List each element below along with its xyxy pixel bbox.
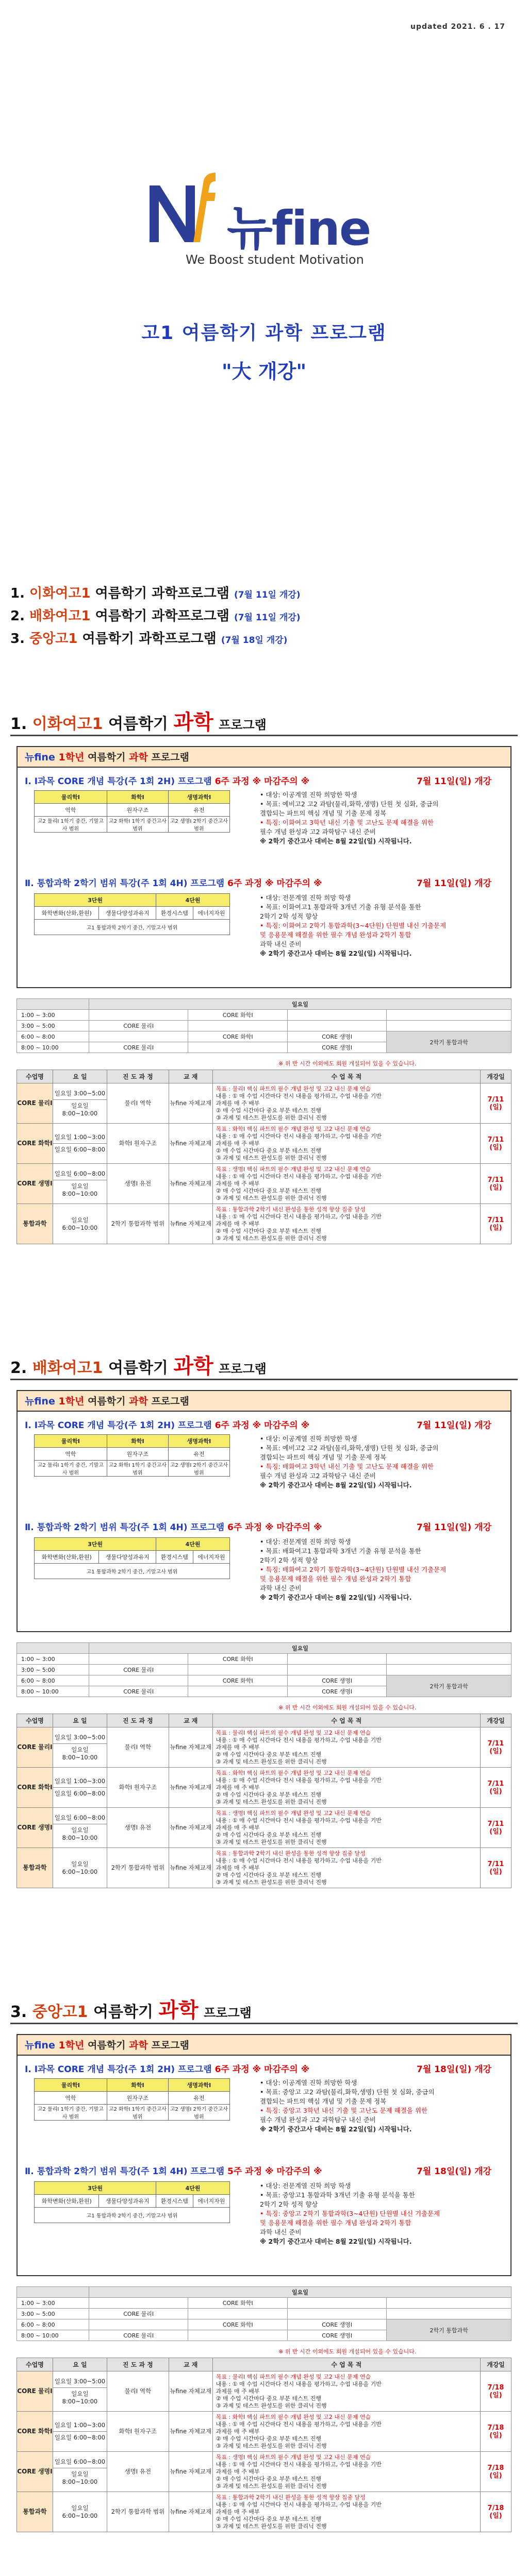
schedule-cell: 2학기 통합과학 — [387, 2319, 512, 2341]
table-row — [17, 1204, 512, 1244]
note-line: • 목표: 이화여고1 통합과학 3개년 기출 유형 분석을 통한 — [260, 903, 421, 911]
table-row — [17, 1848, 512, 1888]
note-line: • 특징: 배화여고 2학기 통합과학(3~4단원) 단원별 내신 기출문제 — [260, 1566, 447, 1573]
class-table-header — [17, 2358, 512, 2371]
core-notes — [260, 790, 439, 846]
class-time: 일요일 8:00~10:00 — [53, 1099, 107, 1120]
class-times — [53, 1083, 107, 1124]
column-header: 교 재 — [169, 1070, 212, 1083]
class-book: 뉴fine 자체교재 — [169, 1727, 212, 1768]
schedule-note: ※ 위 반 시간 이외에도 회원 개설되어 있을 수 있습니다. — [278, 1704, 417, 1711]
note-line: • 특징: 이화여고 2학기 통합과학(3~4단원) 단원별 내신 기출문제 — [260, 922, 447, 929]
schedule-cell: CORE 화학Ⅰ — [188, 2298, 287, 2309]
table-row — [17, 1727, 512, 1768]
schedule-cell — [387, 1654, 512, 1665]
schedule-cell — [287, 1654, 386, 1665]
class-goal: 목표 : 생명Ⅰ 핵심 파트의 필수 개념 완성 및 고2 내신 문제 연습 내용 : ① 매 수업 시간마다 전시 내용을 평가하고, 수업 내용을 기반 과제를 매 주 배부 ② 매 수업 시간마다 중요 부분 테스트 진행 ③ 과제 및 테스트 완성도를 위한 클리닉 진행 — [212, 1164, 480, 1204]
column-header: 요 일 — [53, 1714, 107, 1727]
schedule-cell: CORE 화학Ⅰ — [188, 1654, 287, 1665]
class-start-date: 7/11 (일) — [481, 1768, 512, 1808]
class-time: 일요일 1:00~3:00 — [54, 1777, 106, 1785]
class-goal: 목표 : 물리Ⅰ 핵심 파트의 필수 개념 완성 및 고2 내신 문제 연습 내용 : ① 매 수업 시간마다 전시 내용을 평가하고, 수업 내용을 기반 과제를 매 주 배부 ② 매 수업 시간마다 중요 부분 테스트 진행 ③ 과제 및 테스트 완성도를 위한 클리닉 진행 — [212, 1083, 480, 1124]
class-course: 물리Ⅰ 역학 — [107, 2371, 169, 2412]
class-goal: 목표 : 통합과학 2학기 내신 완성을 통한 성적 향상 집중 달성 내용 : ① 매 수업 시간마다 전시 내용을 평가하고, 수업 내용을 기반 과제를 매 주 배부 ② 매 수업 시간마다 중요 부분 테스트 진행 ③ 과제 및 테스트 완성도를 위한 클리닉 진행 — [212, 1848, 480, 1888]
table-of-contents — [10, 582, 301, 650]
class-time: 일요일 3:00~5:00 — [54, 2377, 106, 2385]
note-line: ※ 2학기 중간고사 대비는 8월 22일(일) 시작됩니다. — [260, 2238, 412, 2245]
schedule-time: 1:00 ~ 3:00 — [17, 1010, 89, 1021]
note-line: • 대상: 이공계열 진학 희망한 학생 — [260, 2079, 357, 2087]
class-table-header — [17, 1070, 512, 1083]
class-start-date: 7/18 (일) — [481, 2371, 512, 2412]
schedule-row — [17, 1665, 512, 1675]
schedule-cell — [387, 2309, 512, 2319]
schedule-cell — [89, 2319, 188, 2330]
class-start-date: 7/18 (일) — [481, 2492, 512, 2532]
schedule-cell: CORE 화학Ⅰ — [188, 1031, 287, 1042]
column-header: 진 도 과 정 — [107, 2358, 169, 2371]
section-divider — [10, 2023, 518, 2024]
class-book: 뉴fine 자체교재 — [169, 2452, 212, 2492]
core-unit-table: 물리학Ⅰ 화학Ⅰ 생명과학Ⅰ 역학 원자구조 유전 고2 물리Ⅰ 1학기 중간, 기말고사 범위 고2 화학Ⅰ 1학기 중간고사 범위 고2 생명Ⅰ 2학기 중간고사 범위 — [34, 2078, 230, 2121]
schedule-cell — [387, 1010, 512, 1021]
note-line: • 목표: 예비고2 고2 과탐(물리,화학,생명) 단원 첫 심화, 중급의 — [260, 1444, 439, 1452]
note-line: 2학기 2학 성적 향상 — [260, 1556, 318, 1564]
note-line: 및 응용문제 해결을 위한 필수 개념 완성과 2학기 통합 — [260, 2219, 411, 2227]
schedule-row — [17, 2319, 512, 2330]
note-line: 과학 내신 준비 — [260, 940, 302, 948]
schedule-cell: CORE 물리Ⅰ — [89, 1686, 188, 1697]
class-table — [16, 1714, 512, 1888]
schedule-time: 6:00 ~ 8:00 — [17, 1675, 89, 1686]
column-header: 요 일 — [53, 1070, 107, 1083]
section-title: 3. 중앙고1 여름학기 과학 프로그램 — [10, 1998, 252, 2022]
integrated-unit-table: 3단원 4단원 화학변화(산화,환원) 생물다양성과유지 환경시스템 에너지자원 고1 통합과학 2학기 중간, 기말고사 범위 — [34, 893, 230, 935]
schedule-cell: CORE 생명Ⅰ — [287, 1675, 386, 1686]
note-line: ※ 2학기 중간고사 대비는 8월 22일(일) 시작됩니다. — [260, 1481, 412, 1489]
schedule-time: 6:00 ~ 8:00 — [17, 1031, 89, 1042]
class-book: 뉴fine 자체교재 — [169, 1124, 212, 1164]
section-title: 1. 이화여고1 여름학기 과학 프로그램 — [10, 710, 267, 734]
logo-wordmark: 뉴fine — [227, 201, 371, 256]
schedule-time: 3:00 ~ 5:00 — [17, 2309, 89, 2319]
schedule-cell: CORE 생명Ⅰ — [287, 1686, 386, 1697]
note-line: ※ 2학기 중간고사 대비는 8월 22일(일) 시작됩니다. — [260, 1594, 412, 1601]
class-time: 일요일 8:00~10:00 — [53, 1180, 107, 1200]
class-name: CORE 물리Ⅰ — [17, 2371, 53, 2412]
logo — [124, 170, 412, 273]
class-course: 2학기 통합과학 범위 — [107, 2492, 169, 2532]
program-box — [16, 746, 512, 988]
class-time: 일요일 1:00~3:00 — [54, 2421, 106, 2429]
schedule-cell: CORE 물리Ⅰ — [89, 1042, 188, 1053]
schedule-cell — [188, 1665, 287, 1675]
column-header: 진 도 과 정 — [107, 1070, 169, 1083]
schedule-cell: CORE 생명Ⅰ — [287, 2330, 386, 2341]
note-line: 2학기 2학 성적 향상 — [260, 2200, 318, 2208]
note-line: • 특징: 이화여고 3학년 내신 기출 및 고난도 문제 해결을 위한 — [260, 819, 434, 826]
schedule-cell — [188, 2330, 287, 2341]
schedule-time: 8:00 ~ 10:00 — [17, 2330, 89, 2341]
class-time: 일요일 6:00~10:00 — [62, 1216, 98, 1231]
note-line: 2학기 2학 성적 향상 — [260, 912, 318, 920]
schedule-table — [16, 998, 512, 1053]
class-time: 일요일 1:00~3:00 — [54, 1133, 106, 1141]
note-line: 결합되는 파트의 핵심 개념 및 기출 문제 정복 — [260, 809, 387, 817]
class-time: 일요일 8:00~10:00 — [53, 1824, 107, 1844]
section-divider — [10, 735, 518, 736]
schedule-cell: CORE 화학Ⅰ — [188, 1010, 287, 1021]
class-name: CORE 물리Ⅰ — [17, 1727, 53, 1768]
class-book: 뉴fine 자체교재 — [169, 1204, 212, 1244]
class-goal: 목표 : 생명Ⅰ 핵심 파트의 필수 개념 완성 및 고2 내신 문제 연습 내용 : ① 매 수업 시간마다 전시 내용을 평가하고, 수업 내용을 기반 과제를 매 주 배부 ② 매 수업 시간마다 중요 부분 테스트 진행 ③ 과제 및 테스트 완성도를 위한 클리닉 진행 — [212, 2452, 480, 2492]
class-goal: 목표 : 통합과학 2학기 내신 완성을 통한 성적 향상 집중 달성 내용 : ① 매 수업 시간마다 전시 내용을 평가하고, 수업 내용을 기반 과제를 매 주 배부 ② 매 수업 시간마다 중요 부분 테스트 진행 ③ 과제 및 테스트 완성도를 위한 클리닉 진행 — [212, 1204, 480, 1244]
schedule-cell — [89, 1654, 188, 1665]
class-course: 화학Ⅰ 원자구조 — [107, 1124, 169, 1164]
class-course: 2학기 통합과학 범위 — [107, 1204, 169, 1244]
class-course: 화학Ⅰ 원자구조 — [107, 1768, 169, 1808]
program-title: Ⅱ. 통합과학 2학기 범위 특강(주 1회 4H) 프로그램 6주 과정 ※ 마감주의 ※ 7월 11일(일) 개강 — [25, 1522, 491, 1533]
table-row — [17, 1164, 512, 1204]
class-book: 뉴fine 자체교재 — [169, 2371, 212, 2412]
note-line: • 대상: 이공계열 진학 희망한 학생 — [260, 791, 357, 799]
program-box-header: 뉴fine 1학년 여름학기 과학 프로그램 — [18, 2035, 510, 2056]
class-times — [53, 1124, 107, 1164]
program-box-header: 뉴fine 1학년 여름학기 과학 프로그램 — [18, 747, 510, 768]
class-start-date: 7/11 (일) — [481, 1124, 512, 1164]
integrated-unit-table: 3단원 4단원 화학변화(산화,환원) 생물다양성과유지 환경시스템 에너지자원 고1 통합과학 2학기 중간, 기말고사 범위 — [34, 1537, 230, 1579]
class-times — [53, 1204, 107, 1244]
integrated-unit-table: 3단원 4단원 화학변화(산화,환원) 생물다양성과유지 환경시스템 에너지자원 고1 통합과학 2학기 중간, 기말고사 범위 — [34, 2181, 230, 2223]
class-start-date: 7/18 (일) — [481, 2412, 512, 2452]
class-book: 뉴fine 자체교재 — [169, 1083, 212, 1124]
class-start-date: 7/11 (일) — [481, 1204, 512, 1244]
class-start-date: 7/11 (일) — [481, 1083, 512, 1124]
class-times — [53, 1768, 107, 1808]
note-line: • 목표: 예비고2 고2 과탐(물리,화학,생명) 단원 첫 심화, 중급의 — [260, 800, 439, 808]
class-book: 뉴fine 자체교재 — [169, 2492, 212, 2532]
class-times — [53, 2492, 107, 2532]
schedule-cell: 2학기 통합과학 — [387, 1031, 512, 1053]
class-times — [53, 1164, 107, 1204]
note-line: • 대상: 이공계열 진학 희망한 학생 — [260, 1435, 357, 1443]
column-header: 수 업 목 적 — [212, 2358, 480, 2371]
schedule-cell: CORE 생명Ⅰ — [287, 1042, 386, 1053]
program-title: Ⅰ. Ⅰ과목 CORE 개념 특강(주 1회 2H) 프로그램 6주 과정 ※ 마감주의 ※ 7월 18일(일) 개강 — [25, 2064, 491, 2075]
class-course: 생명Ⅰ 유전 — [107, 1808, 169, 1848]
section-title: 2. 배화여고1 여름학기 과학 프로그램 — [10, 1354, 267, 1378]
toc-item[interactable]: 3. 중앙고1 여름학기 과학프로그램 (7월 18일 개강) — [10, 631, 288, 647]
class-course: 2학기 통합과학 범위 — [107, 1848, 169, 1888]
schedule-note: ※ 위 반 시간 이외에도 회원 개설되어 있을 수 있습니다. — [278, 1060, 417, 1067]
schedule-cell: CORE 생명Ⅰ — [287, 2319, 386, 2330]
schedule-cell — [188, 1686, 287, 1697]
schedule-cell: CORE 생명Ⅰ — [287, 1031, 386, 1042]
schedule-row — [17, 2298, 512, 2309]
class-book: 뉴fine 자체교재 — [169, 1808, 212, 1848]
class-course: 물리Ⅰ 역학 — [107, 1083, 169, 1124]
program-box — [16, 1390, 512, 1632]
note-line: 및 응용문제 해결을 위한 필수 개념 완성과 2학기 통합 — [260, 931, 411, 939]
class-times — [53, 2371, 107, 2412]
note-line: • 특징: 중앙고 3학년 내신 기출 및 고난도 문제 해결을 위한 — [260, 2107, 427, 2114]
class-goal: 목표 : 화학Ⅰ 핵심 파트의 필수 개념 완성 및 고2 내신 문제 연습 내용 : ① 매 수업 시간마다 전시 내용을 평가하고, 수업 내용을 기반 과제를 매 주 배부 ② 매 수업 시간마다 중요 부분 테스트 진행 ③ 과제 및 테스트 완성도를 위한 클리닉 진행 — [212, 2412, 480, 2452]
schedule-day: 일요일 — [89, 1643, 512, 1654]
class-name: 통합과학 — [17, 2492, 53, 2532]
column-header: 수업명 — [17, 1714, 53, 1727]
column-header: 수 업 목 적 — [212, 1070, 480, 1083]
note-line: ※ 2학기 중간고사 대비는 8월 22일(일) 시작됩니다. — [260, 2125, 412, 2133]
column-header: 수업명 — [17, 2358, 53, 2371]
class-goal: 목표 : 화학Ⅰ 핵심 파트의 필수 개념 완성 및 고2 내신 문제 연습 내용 : ① 매 수업 시간마다 전시 내용을 평가하고, 수업 내용을 기반 과제를 매 주 배부 ② 매 수업 시간마다 중요 부분 테스트 진행 ③ 과제 및 테스트 완성도를 위한 클리닉 진행 — [212, 1124, 480, 1164]
updated-date: updated 2021. 6 . 17 — [410, 23, 505, 31]
class-times — [53, 1727, 107, 1768]
class-time: 일요일 8:00~10:00 — [53, 1743, 107, 1764]
toc-item[interactable]: 1. 이화여고1 여름학기 과학프로그램 (7월 11일 개강) — [10, 586, 301, 601]
schedule-cell — [287, 1021, 386, 1031]
class-time: 일요일 3:00~5:00 — [54, 1733, 106, 1741]
class-name: CORE 물리Ⅰ — [17, 1083, 53, 1124]
class-start-date: 7/11 (일) — [481, 1808, 512, 1848]
column-header: 개강일 — [481, 1714, 512, 1727]
schedule-time: 6:00 ~ 8:00 — [17, 2319, 89, 2330]
class-time: 일요일 6:00~8:00 — [54, 2458, 106, 2465]
program-title: Ⅰ. Ⅰ과목 CORE 개념 특강(주 1회 2H) 프로그램 6주 과정 ※ 마감주의 ※ 7월 11일(일) 개강 — [25, 776, 491, 787]
column-header: 진 도 과 정 — [107, 1714, 169, 1727]
class-time: 일요일 8:00~10:00 — [53, 2468, 107, 2488]
schedule-cell — [387, 1021, 512, 1031]
table-row — [17, 2412, 512, 2452]
class-name: CORE 생명Ⅰ — [17, 2452, 53, 2492]
schedule-time: 1:00 ~ 3:00 — [17, 2298, 89, 2309]
core-unit-table: 물리학Ⅰ 화학Ⅰ 생명과학Ⅰ 역학 원자구조 유전 고2 물리Ⅰ 1학기 중간, 기말고사 범위 고2 화학Ⅰ 1학기 중간고사 범위 고2 생명Ⅰ 2학기 중간고사 범위 — [34, 790, 230, 833]
schedule-cell — [188, 2309, 287, 2319]
schedule-table — [16, 2286, 512, 2341]
class-time: 일요일 8:00~10:00 — [53, 2387, 107, 2408]
column-header: 교 재 — [169, 2358, 212, 2371]
schedule-cell — [287, 1010, 386, 1021]
schedule-cell — [287, 2309, 386, 2319]
logo-mark-icon — [144, 170, 217, 247]
note-line: • 특징: 배화여고 3학년 내신 기출 및 고난도 문제 해결을 위한 — [260, 1463, 434, 1470]
class-time: 일요일 6:00~10:00 — [62, 1860, 98, 1875]
program-box-header: 뉴fine 1학년 여름학기 과학 프로그램 — [18, 1391, 510, 1412]
table-row — [17, 2371, 512, 2412]
class-times — [53, 1848, 107, 1888]
schedule-cell: CORE 물리Ⅰ — [89, 2309, 188, 2319]
class-book: 뉴fine 자체교재 — [169, 1848, 212, 1888]
class-goal: 목표 : 통합과학 2학기 내신 완성을 통한 성적 향상 집중 달성 내용 : ① 매 수업 시간마다 전시 내용을 평가하고, 수업 내용을 기반 과제를 매 주 배부 ② 매 수업 시간마다 중요 부분 테스트 진행 ③ 과제 및 테스트 완성도를 위한 클리닉 진행 — [212, 2492, 480, 2532]
schedule-row — [17, 1021, 512, 1031]
class-course: 물리Ⅰ 역학 — [107, 1727, 169, 1768]
class-times — [53, 2452, 107, 2492]
schedule-cell: CORE 물리Ⅰ — [89, 2330, 188, 2341]
schedule-cell — [387, 2298, 512, 2309]
note-line: 필수 개념 완성과 고2 과학탐구 내신 준비 — [260, 2116, 376, 2124]
schedule-row — [17, 1031, 512, 1042]
note-line: • 목표: 배화여고1 통합과학 3개년 기출 유형 분석을 통한 — [260, 1547, 421, 1555]
integrated-notes — [260, 1537, 446, 1602]
schedule-day: 일요일 — [89, 999, 512, 1010]
integrated-notes — [260, 2181, 440, 2246]
column-header: 개강일 — [481, 2358, 512, 2371]
schedule-table — [16, 1642, 512, 1697]
note-line: 과학 내신 준비 — [260, 1584, 302, 1592]
schedule-row — [17, 1675, 512, 1686]
note-line: • 대상: 전문계열 진학 희망 학생 — [260, 1538, 351, 1546]
note-line: 및 응용문제 해결을 위한 필수 개념 완성과 2학기 통합 — [260, 1575, 411, 1583]
class-time: 일요일 6:00~8:00 — [53, 1787, 107, 1800]
class-start-date: 7/11 (일) — [481, 1727, 512, 1768]
table-row — [17, 1808, 512, 1848]
note-line: 결합되는 파트의 핵심 개념 및 기출 문제 정복 — [260, 1453, 387, 1461]
schedule-row — [17, 1654, 512, 1665]
schedule-day: 일요일 — [89, 2287, 512, 2298]
note-line: • 목표: 중앙고 고2 과탐(물리,화학,생명) 단원 첫 심화, 중급의 — [260, 2088, 435, 2096]
class-name: 통합과학 — [17, 1848, 53, 1888]
logo-tagline: We Boost student Motivation — [186, 252, 364, 267]
page-subtitle: "大 개강" — [221, 360, 307, 383]
note-line: 필수 개념 완성과 고2 과학탐구 내신 준비 — [260, 1472, 376, 1480]
schedule-cell: CORE 물리Ⅰ — [89, 1021, 188, 1031]
class-name: CORE 생명Ⅰ — [17, 1164, 53, 1204]
schedule-row — [17, 2309, 512, 2319]
note-line: 과학 내신 준비 — [260, 2228, 302, 2236]
schedule-time: 3:00 ~ 5:00 — [17, 1665, 89, 1675]
core-unit-table: 물리학Ⅰ 화학Ⅰ 생명과학Ⅰ 역학 원자구조 유전 고2 물리Ⅰ 1학기 중간, 기말고사 범위 고2 화학Ⅰ 1학기 중간고사 범위 고2 생명Ⅰ 2학기 중간고사 범위 — [34, 1434, 230, 1477]
schedule-cell — [89, 1031, 188, 1042]
schedule-cell — [188, 1042, 287, 1053]
schedule-time: 8:00 ~ 10:00 — [17, 1686, 89, 1697]
note-line: • 대상: 전문계열 진학 희망 학생 — [260, 2182, 351, 2190]
class-table — [16, 1070, 512, 1244]
page-title: 고1 여름학기 과학 프로그램 — [141, 323, 387, 344]
note-line: • 목표: 중앙고1 통합과학 3개년 기출 유형 분석을 통한 — [260, 2191, 415, 2199]
class-course: 생명Ⅰ 유전 — [107, 2452, 169, 2492]
class-times — [53, 2412, 107, 2452]
column-header: 수업명 — [17, 1070, 53, 1083]
note-line: ※ 2학기 중간고사 대비는 8월 22일(일) 시작됩니다. — [260, 837, 412, 845]
schedule-cell — [287, 1665, 386, 1675]
toc-item[interactable]: 2. 배화여고1 여름학기 과학프로그램 (7월 11일 개강) — [10, 608, 301, 624]
class-goal: 목표 : 물리Ⅰ 핵심 파트의 필수 개념 완성 및 고2 내신 문제 연습 내용 : ① 매 수업 시간마다 전시 내용을 평가하고, 수업 내용을 기반 과제를 매 주 배부 ② 매 수업 시간마다 중요 부분 테스트 진행 ③ 과제 및 테스트 완성도를 위한 클리닉 진행 — [212, 1727, 480, 1768]
schedule-cell: CORE 물리Ⅰ — [89, 1665, 188, 1675]
program-title: Ⅱ. 통합과학 2학기 범위 특강(주 1회 4H) 프로그램 5주 과정 ※ 마감주의 ※ 7월 18일(일) 개강 — [25, 2166, 491, 2177]
class-start-date: 7/11 (일) — [481, 1164, 512, 1204]
class-time: 일요일 6:00~8:00 — [53, 2431, 107, 2444]
table-row — [17, 2452, 512, 2492]
schedule-cell: CORE 화학Ⅰ — [188, 1675, 287, 1686]
class-table-header — [17, 1714, 512, 1727]
class-book: 뉴fine 자체교재 — [169, 2412, 212, 2452]
class-times — [53, 1808, 107, 1848]
class-goal: 목표 : 화학Ⅰ 핵심 파트의 필수 개념 완성 및 고2 내신 문제 연습 내용 : ① 매 수업 시간마다 전시 내용을 평가하고, 수업 내용을 기반 과제를 매 주 배부 ② 매 수업 시간마다 중요 부분 테스트 진행 ③ 과제 및 테스트 완성도를 위한 클리닉 진행 — [212, 1768, 480, 1808]
schedule-cell — [287, 2298, 386, 2309]
schedule-note: ※ 위 반 시간 이외에도 회원 개설되어 있을 수 있습니다. — [278, 2348, 417, 2355]
program-box — [16, 2034, 512, 2276]
class-book: 뉴fine 자체교재 — [169, 1164, 212, 1204]
schedule-cell — [387, 1665, 512, 1675]
class-time: 일요일 6:00~10:00 — [62, 2504, 98, 2519]
class-table — [16, 2358, 512, 2532]
note-line: 결합되는 파트의 핵심 개념 및 기출 문제 정복 — [260, 2097, 387, 2105]
integrated-notes — [260, 893, 446, 958]
class-time: 일요일 6:00~8:00 — [54, 1170, 106, 1177]
schedule-time: 3:00 ~ 5:00 — [17, 1021, 89, 1031]
class-time: 일요일 6:00~8:00 — [53, 1143, 107, 1156]
column-header: 수 업 목 적 — [212, 1714, 480, 1727]
note-line: • 대상: 전문계열 진학 희망 학생 — [260, 894, 351, 902]
table-row — [17, 1768, 512, 1808]
class-course: 화학Ⅰ 원자구조 — [107, 2412, 169, 2452]
class-start-date: 7/11 (일) — [481, 1848, 512, 1888]
class-name: CORE 화학Ⅰ — [17, 2412, 53, 2452]
schedule-cell: CORE 화학Ⅰ — [188, 2319, 287, 2330]
note-line: • 특징: 중앙고 2학기 통합과학(3~4단원) 단원별 내신 기출문제 — [260, 2210, 440, 2217]
note-line: ※ 2학기 중간고사 대비는 8월 22일(일) 시작됩니다. — [260, 950, 412, 957]
class-name: CORE 화학Ⅰ — [17, 1124, 53, 1164]
core-notes — [260, 2078, 435, 2134]
schedule-time: 8:00 ~ 10:00 — [17, 1042, 89, 1053]
class-book: 뉴fine 자체교재 — [169, 1768, 212, 1808]
note-line: 필수 개념 완성과 고2 과학탐구 내신 준비 — [260, 828, 376, 836]
table-row — [17, 1124, 512, 1164]
table-row — [17, 2492, 512, 2532]
schedule-cell — [89, 1010, 188, 1021]
column-header: 요 일 — [53, 2358, 107, 2371]
class-name: CORE 생명Ⅰ — [17, 1808, 53, 1848]
column-header: 개강일 — [481, 1070, 512, 1083]
column-header: 교 재 — [169, 1714, 212, 1727]
schedule-cell — [89, 1675, 188, 1686]
schedule-cell: 2학기 통합과학 — [387, 1675, 512, 1697]
schedule-cell — [89, 2298, 188, 2309]
table-row — [17, 1083, 512, 1124]
schedule-row — [17, 1010, 512, 1021]
class-name: 통합과학 — [17, 1204, 53, 1244]
class-course: 생명Ⅰ 유전 — [107, 1164, 169, 1204]
program-title: Ⅰ. Ⅰ과목 CORE 개념 특강(주 1회 2H) 프로그램 6주 과정 ※ 마감주의 ※ 7월 11일(일) 개강 — [25, 1420, 491, 1431]
schedule-time: 1:00 ~ 3:00 — [17, 1654, 89, 1665]
class-goal: 목표 : 생명Ⅰ 핵심 파트의 필수 개념 완성 및 고2 내신 문제 연습 내용 : ① 매 수업 시간마다 전시 내용을 평가하고, 수업 내용을 기반 과제를 매 주 배부 ② 매 수업 시간마다 중요 부분 테스트 진행 ③ 과제 및 테스트 완성도를 위한 클리닉 진행 — [212, 1808, 480, 1848]
class-start-date: 7/18 (일) — [481, 2452, 512, 2492]
program-title: Ⅱ. 통합과학 2학기 범위 특강(주 1회 4H) 프로그램 6주 과정 ※ 마감주의 ※ 7월 11일(일) 개강 — [25, 878, 491, 889]
schedule-cell — [188, 1021, 287, 1031]
class-time: 일요일 3:00~5:00 — [54, 1089, 106, 1097]
class-name: CORE 화학Ⅰ — [17, 1768, 53, 1808]
core-notes — [260, 1434, 439, 1490]
section-divider — [10, 1379, 518, 1380]
class-goal: 목표 : 물리Ⅰ 핵심 파트의 필수 개념 완성 및 고2 내신 문제 연습 내용 : ① 매 수업 시간마다 전시 내용을 평가하고, 수업 내용을 기반 과제를 매 주 배부 ② 매 수업 시간마다 중요 부분 테스트 진행 ③ 과제 및 테스트 완성도를 위한 클리닉 진행 — [212, 2371, 480, 2412]
class-time: 일요일 6:00~8:00 — [54, 1814, 106, 1821]
